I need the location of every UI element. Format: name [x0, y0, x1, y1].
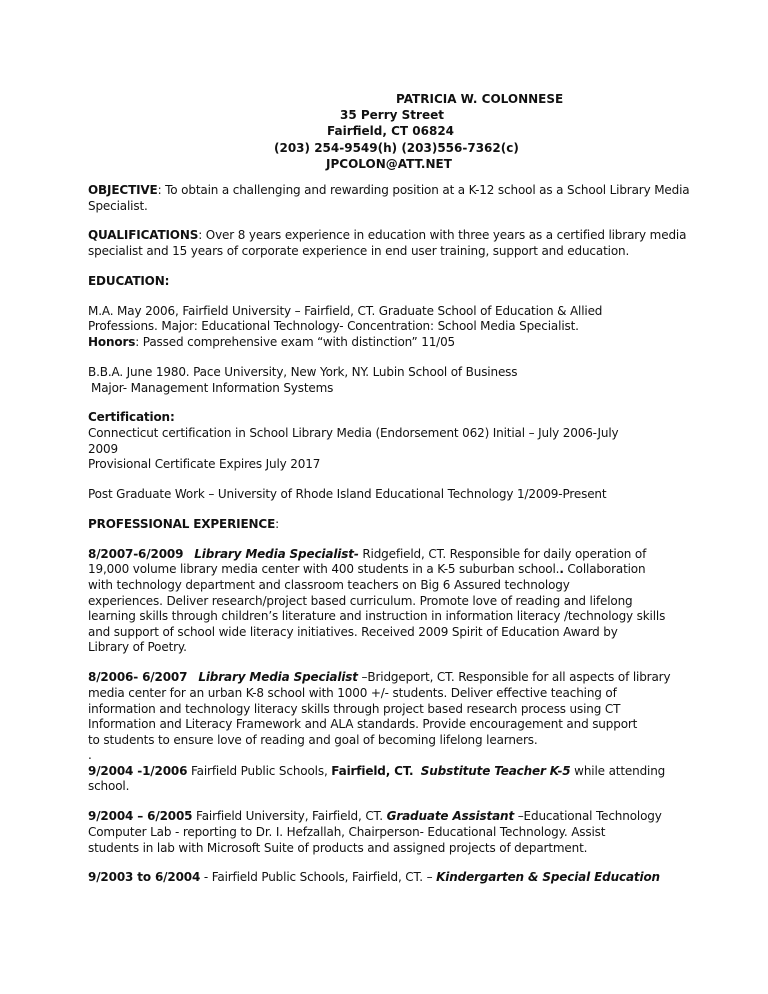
qualifications-text: : Over 8 years experience in education with three years as a certified library media specialist and 15 years of corporate experience in end user training, support and education.: [88, 228, 687, 259]
honors-line: [88, 335, 690, 351]
job-entry: [88, 764, 690, 795]
experience-heading-suffix: :: [275, 516, 280, 531]
job-line: students in lab with Microsoft Suite of products and assigned projects of department.: [88, 840, 588, 855]
email-address: JPCOLON@ATT.NET: [326, 156, 452, 171]
job-line: Computer Lab - reporting to Dr. I. Hefzallah, Chairperson- Educational Technology. Assist: [88, 824, 606, 839]
certification-line-2: 2009: [88, 441, 118, 456]
post-graduate-text: Post Graduate Work – University of Rhode Island Educational Technology 1/2009-Present: [88, 487, 607, 502]
job-title: Graduate Assistant: [386, 809, 515, 824]
qualifications-section: [88, 228, 690, 259]
certification-section: [88, 410, 690, 472]
job-text: Collaboration: [563, 562, 646, 577]
job-title: Library Media Specialist: [198, 670, 358, 685]
job-line: media center for an urban K-8 school with 1000 +/- students. Deliver effective teaching of: [88, 685, 617, 700]
city-state-zip: Fairfield, CT 06824: [327, 124, 455, 139]
job-title: Substitute Teacher K-5: [420, 763, 571, 778]
certification-line-3: Provisional Certificate Expires July 2017: [88, 457, 321, 472]
experience-heading-block: [88, 517, 690, 533]
honors-label: Honors: [88, 335, 136, 350]
job-line: [88, 870, 690, 886]
experience-heading: PROFESSIONAL EXPERIENCE: [88, 516, 276, 531]
street-address: 35 Perry Street: [340, 108, 444, 123]
certification-line-1: Connecticut certification in School Library Media (Endorsement 062) Initial – July 2006-July: [88, 426, 619, 441]
objective-label: OBJECTIVE: [88, 183, 158, 197]
job-line: Information and Literacy Framework and ALA standards. Provide encouragement and support: [88, 717, 638, 732]
job-text: Fairfield University, Fairfield, CT.: [192, 809, 387, 824]
objective-section: [88, 183, 690, 214]
objective-text: : To obtain a challenging and rewarding position at a K-12 school as a School Library Media Specialist.: [88, 183, 690, 213]
bba-line-1: B.B.A. June 1980. Pace University, New York, NY. Lubin School of Business: [88, 364, 518, 379]
job-line: Library of Poetry.: [88, 640, 187, 655]
job-place: Fairfield, CT.: [331, 763, 414, 778]
job-line: learning skills through children’s literature and instruction in information literacy /technology skills: [88, 609, 666, 624]
job-title: Kindergarten & Special Education: [436, 870, 660, 885]
job-line: experiences. Deliver research/project based curriculum. Promote love of reading and lifelong: [88, 593, 633, 608]
job-line: with technology department and classroom teachers on Big 6 Assured technology: [88, 578, 570, 593]
job-text: –Educational Technology: [514, 809, 662, 824]
job-dates: 8/2007-6/2009: [88, 546, 184, 561]
job-line: [88, 547, 690, 563]
ma-line-2: Professions. Major: Educational Technology- Concentration: School Media Specialist.: [88, 319, 579, 334]
job-entry: [88, 547, 690, 656]
job-dates: 9/2003 to 6/2004: [88, 870, 201, 885]
honors-text: : Passed comprehensive exam “with distinction” 11/05: [135, 335, 456, 350]
job-text: Fairfield Public Schools,: [187, 763, 332, 778]
job-line: school.: [88, 779, 130, 794]
job-entry: [88, 809, 690, 856]
job-dates: 9/2004 – 6/2005: [88, 809, 193, 824]
phone-numbers: (203) 254-9549(h) (203)556-7362(c): [274, 140, 519, 155]
job-line: [88, 764, 690, 780]
job-text: –Bridgeport, CT. Responsible for all aspects of library: [357, 670, 671, 685]
job-entry: [88, 870, 690, 886]
job-line: [88, 809, 690, 825]
contact-header: [88, 91, 688, 172]
job-line: [88, 562, 690, 578]
education-bba: [88, 365, 690, 396]
education-heading: EDUCATION:: [88, 273, 170, 288]
job-text: - Fairfield Public Schools, Fairfield, CT. –: [200, 870, 437, 885]
job-dates: 9/2004 -1/2006: [88, 763, 188, 778]
job-dates: 8/2006- 6/2007: [88, 670, 188, 685]
job-text: Ridgefield, CT. Responsible for daily operation of: [358, 546, 647, 561]
job-text: while attending: [570, 763, 666, 778]
ma-line-1: M.A. May 2006, Fairfield University – Fairfield, CT. Graduate School of Education & Allied: [88, 303, 603, 318]
job-line: and support of school wide literacy initiatives. Received 2009 Spirit of Education Award by: [88, 624, 618, 639]
post-graduate-work: [88, 487, 690, 503]
certification-heading: Certification:: [88, 410, 175, 425]
qualifications-label: QUALIFICATIONS: [88, 228, 199, 243]
education-heading-block: [88, 274, 690, 290]
job-title: Library Media Specialist-: [194, 546, 359, 561]
job-text: 19,000 volume library media center with 400 students in a K-5 suburban school.: [88, 562, 560, 577]
job-line: to students to ensure love of reading and goal of becoming lifelong learners.: [88, 732, 538, 747]
applicant-name: PATRICIA W. COLONNESE: [396, 92, 564, 106]
job-entry: [88, 670, 690, 764]
resume-body: [88, 183, 690, 900]
job-line: [88, 670, 690, 686]
bba-line-2: Major- Management Information Systems: [91, 380, 334, 395]
job-line: .: [88, 748, 92, 763]
job-bold-dot: .: [559, 562, 564, 577]
education-ma: [88, 304, 690, 351]
job-line: information and technology literacy skills through project based research process using CT: [88, 701, 621, 716]
